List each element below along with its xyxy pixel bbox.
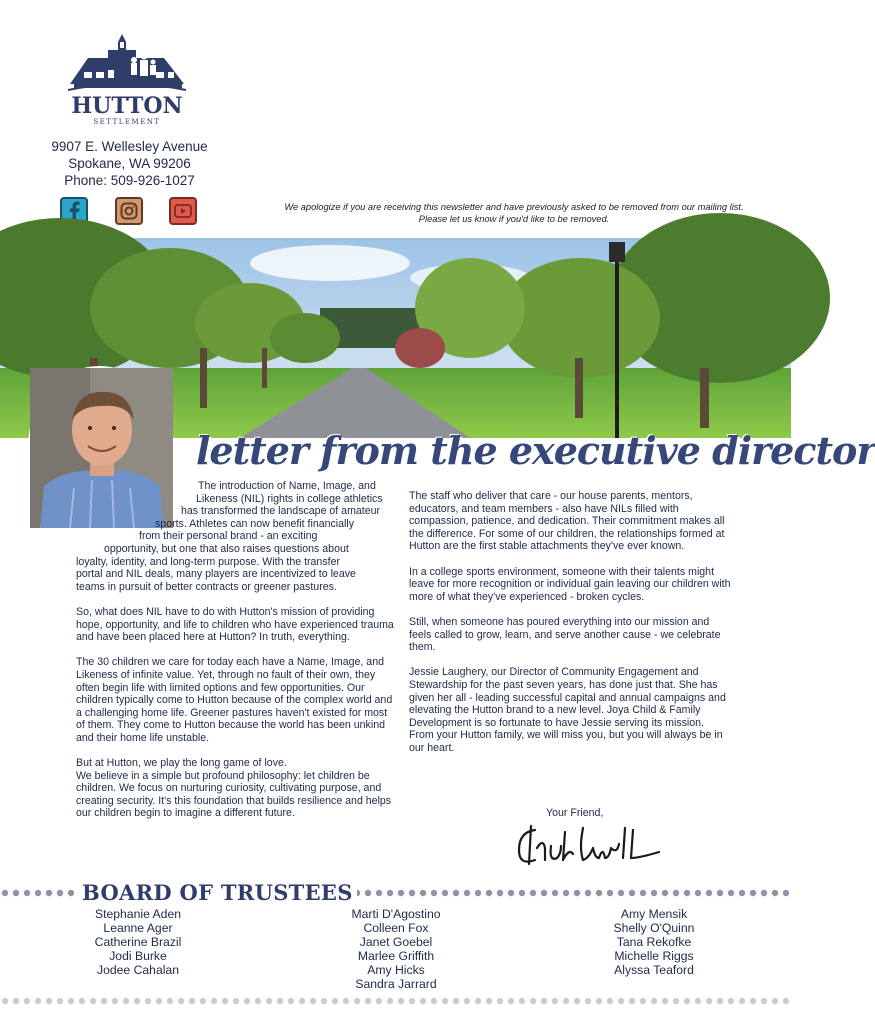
handwritten-signature: [513, 818, 663, 870]
divider-dot: [123, 998, 129, 1004]
divider-dot: [101, 998, 107, 1004]
logo-name-text: HUTTON: [71, 93, 183, 119]
divider-dot: [2, 998, 8, 1004]
divider-dot: [618, 890, 624, 896]
notice-line-1: We apologize if you are receiving this newsletter and have previously asked to be removed from our mailing list.: [284, 202, 744, 212]
phone-number: Phone: 509-926-1027: [64, 173, 195, 188]
divider-dot: [343, 998, 349, 1004]
divider-dot: [684, 998, 690, 1004]
divider-dot: [541, 998, 547, 1004]
divider-dot: [717, 998, 723, 1004]
divider-dot: [464, 998, 470, 1004]
divider-dot: [211, 998, 217, 1004]
trustee-name: Marti D'Agostino: [351, 907, 441, 921]
divider-dot: [695, 890, 701, 896]
divider-dot: [442, 998, 448, 1004]
divider-dot: [387, 998, 393, 1004]
youtube-icon[interactable]: [169, 197, 197, 225]
divider-dot: [2, 890, 8, 896]
divider-dot: [222, 998, 228, 1004]
divider-dot: [574, 998, 580, 1004]
divider-dot: [387, 890, 393, 896]
divider-dot: [486, 998, 492, 1004]
notice-line-2: Please let us know if you'd like to be removed.: [418, 214, 610, 224]
divider-dot: [640, 890, 646, 896]
intro-line: Likeness (NIL) rights in college athletics: [196, 492, 383, 505]
divider-dot: [574, 890, 580, 896]
letter-left-column: [76, 480, 396, 833]
divider-dot: [57, 890, 63, 896]
letter-paragraph: So, what does NIL have to do with Hutton's mission of providing hope, opportunity, and life to children who have experienced trauma and have been placed here at Hutton? In truth, everything.: [76, 605, 394, 644]
trustee-name: Janet Goebel: [359, 935, 433, 949]
divider-dot: [200, 998, 206, 1004]
trustee-name: Amy Mensik: [620, 907, 688, 921]
divider-dot: [431, 890, 437, 896]
trustee-name: Tana Rekofke: [616, 935, 692, 949]
divider-dot: [519, 890, 525, 896]
divider-dot: [288, 998, 294, 1004]
divider-dot: [354, 998, 360, 1004]
divider-dot: [706, 998, 712, 1004]
divider-dot: [376, 890, 382, 896]
divider-dot: [464, 890, 470, 896]
divider-dot: [750, 998, 756, 1004]
trustee-name: Catherine Brazil: [94, 935, 182, 949]
divider-dot: [134, 998, 140, 1004]
divider-dot: [706, 890, 712, 896]
divider-dot: [596, 998, 602, 1004]
divider-dot: [541, 890, 547, 896]
divider-dot: [728, 998, 734, 1004]
divider-dot: [310, 998, 316, 1004]
divider-dot: [244, 998, 250, 1004]
divider-dot: [717, 890, 723, 896]
divider-dot: [365, 998, 371, 1004]
divider-dot: [266, 998, 272, 1004]
letter-paragraph: The staff who deliver that care - our house parents, mentors, educators, and team members - also have NILs filled with compassion, patience, and dedication. Their commitment makes all the difference. For some of our children, the relationships formed at Hutton are the first stable attachments they've ever known.: [409, 490, 725, 553]
divider-dot: [552, 890, 558, 896]
divider-dot: [530, 998, 536, 1004]
divider-dot: [409, 890, 415, 896]
divider-dot: [376, 998, 382, 1004]
divider-dot: [332, 998, 338, 1004]
divider-dot: [783, 998, 789, 1004]
divider-dot: [563, 998, 569, 1004]
divider-dot: [156, 998, 162, 1004]
contact-block: [22, 138, 237, 189]
divider-dot: [189, 998, 195, 1004]
trustee-name: Shelly O'Quinn: [613, 921, 695, 935]
letter-title: letter from the executive director: [196, 428, 875, 473]
divider-dot: [35, 890, 41, 896]
divider-dot: [68, 890, 74, 896]
intro-line: opportunity, but one that also raises questions about: [104, 542, 349, 555]
divider-dot: [79, 998, 85, 1004]
divider-dot: [178, 998, 184, 1004]
divider-dot: [662, 890, 668, 896]
house-logo-icon: [60, 20, 195, 128]
divider-dot: [530, 890, 536, 896]
divider-dot: [673, 998, 679, 1004]
divider-dot: [145, 998, 151, 1004]
divider-dot: [453, 890, 459, 896]
intro-line: loyalty, identity, and long-term purpose. With the transfer: [76, 555, 340, 568]
divider-dot: [453, 998, 459, 1004]
trustee-column: [559, 907, 749, 977]
divider-dot: [497, 890, 503, 896]
signoff-text: Your Friend,: [546, 807, 604, 819]
divider-dot: [442, 890, 448, 896]
divider-dot: [585, 890, 591, 896]
divider-dot: [46, 998, 52, 1004]
divider-dot: [761, 890, 767, 896]
divider-dot: [607, 890, 613, 896]
letter-intro-paragraph: [76, 480, 396, 593]
divider-dot: [57, 998, 63, 1004]
board-heading: BOARD OF TRUSTEES: [78, 880, 357, 905]
divider-dot: [618, 998, 624, 1004]
trustee-name: Jodi Burke: [109, 949, 167, 963]
divider-dot: [112, 998, 118, 1004]
intro-line: portal and NIL deals, many players are incentivized to leave: [76, 568, 356, 581]
letter-paragraph: The 30 children we care for today each have a Name, Image, and Likeness of infinite value. Yet, through no fault of their own, they often begin life with limited options and few opportunities. Our children typically come to Hutton because of the complex world and a challenging home life. Greener pastures haven't existed for most of them. They come to Hutton because the world has been unkind and their home life unstable.: [76, 656, 393, 744]
letter-paragraph: [76, 757, 396, 820]
divider-dot: [563, 890, 569, 896]
instagram-icon[interactable]: [115, 197, 143, 225]
divider-dot: [673, 890, 679, 896]
divider-dot: [739, 890, 745, 896]
divider-dot: [398, 890, 404, 896]
divider-dot: [299, 998, 305, 1004]
intro-line: The introduction of Name, Image, and: [198, 480, 376, 492]
divider-dot: [772, 890, 778, 896]
divider-dot: [13, 890, 19, 896]
divider-dot: [651, 998, 657, 1004]
divider-dot: [409, 998, 415, 1004]
divider-dot: [739, 998, 745, 1004]
divider-dot: [772, 998, 778, 1004]
divider-dot: [24, 998, 30, 1004]
trustee-name: Marlee Griffith: [357, 949, 435, 963]
divider-dot: [90, 998, 96, 1004]
trustee-column: [43, 907, 233, 977]
divider-dot: [662, 998, 668, 1004]
intro-line: has transformed the landscape of amateur: [181, 505, 381, 518]
letter-paragraph: Still, when someone has poured everything into our mission and feels called to grow, learn, and serve another cause - we celebrate them.: [409, 615, 721, 654]
trustee-name: Michelle Riggs: [614, 949, 694, 963]
divider-dot: [277, 998, 283, 1004]
intro-line: from their personal brand - an exciting: [139, 530, 318, 543]
divider-dot: [783, 890, 789, 896]
trustee-name: Colleen Fox: [363, 921, 429, 935]
dotted-divider-bottom: [0, 996, 791, 1006]
divider-dot: [365, 890, 371, 896]
divider-dot: [607, 998, 613, 1004]
trustee-name: Jodee Cahalan: [97, 963, 179, 977]
address-line-1: 9907 E. Wellesley Avenue: [51, 139, 208, 154]
divider-dot: [585, 998, 591, 1004]
divider-dot: [420, 890, 426, 896]
divider-dot: [475, 998, 481, 1004]
divider-dot: [519, 998, 525, 1004]
letter-line: But at Hutton, we play the long game of love.: [76, 757, 287, 770]
divider-dot: [486, 890, 492, 896]
divider-dot: [24, 890, 30, 896]
divider-dot: [398, 998, 404, 1004]
trustee-name: Amy Hicks: [367, 963, 425, 977]
divider-dot: [420, 998, 426, 1004]
trustee-name: Leanne Ager: [103, 921, 173, 935]
divider-dot: [629, 998, 635, 1004]
divider-dot: [508, 998, 514, 1004]
divider-dot: [167, 998, 173, 1004]
divider-dot: [431, 998, 437, 1004]
trustee-name: Alyssa Teaford: [614, 963, 694, 977]
hutton-logo: [60, 20, 195, 128]
letter-right-column: [409, 490, 731, 767]
divider-dot: [728, 890, 734, 896]
divider-dot: [475, 890, 481, 896]
letter-paragraph: Jessie Laughery, our Director of Community Engagement and Stewardship for the past seven years, has done just that. She has given her all - leading successful capital and annual campaigns and elevating the Hutton brand to a new level. Joya Child & Family Development is so fortunate to have Jessie serving its mission. From your Hutton family, we will miss you, but you will always be in our heart.: [409, 666, 726, 754]
letter-paragraph: In a college sports environment, someone with their talents might leave for more recognition or individual gain leaving our children with more of what they've experienced - broken cycles.: [409, 565, 731, 603]
address-line-2: Spokane, WA 99206: [68, 156, 191, 171]
trustee-column: [301, 907, 491, 991]
divider-dot: [684, 890, 690, 896]
divider-dot: [68, 998, 74, 1004]
divider-dot: [508, 890, 514, 896]
divider-dot: [35, 998, 41, 1004]
logo-sub-text: SETTLEMENT: [93, 118, 161, 126]
divider-dot: [629, 890, 635, 896]
divider-dot: [13, 998, 19, 1004]
trustee-name: Stephanie Aden: [94, 907, 182, 921]
divider-dot: [695, 998, 701, 1004]
intro-line: sports. Athletes can now benefit financially: [155, 517, 355, 530]
divider-dot: [750, 890, 756, 896]
intro-line: teams in pursuit of better contracts or greener pastures.: [76, 580, 337, 593]
divider-dot: [596, 890, 602, 896]
divider-dot: [46, 890, 52, 896]
letter-line: We believe in a simple but profound philosophy: let children be children. We focus on nurturing curiosity, cultivating purpose, and creating security. It's this foundation that builds resilience and helps our children begin to imagine a different future.: [76, 769, 392, 820]
trustee-name: Sandra Jarrard: [355, 977, 437, 991]
divider-dot: [651, 890, 657, 896]
divider-dot: [321, 998, 327, 1004]
divider-dot: [640, 998, 646, 1004]
divider-dot: [761, 998, 767, 1004]
divider-dot: [497, 998, 503, 1004]
divider-dot: [552, 998, 558, 1004]
divider-dot: [255, 998, 261, 1004]
divider-dot: [233, 998, 239, 1004]
